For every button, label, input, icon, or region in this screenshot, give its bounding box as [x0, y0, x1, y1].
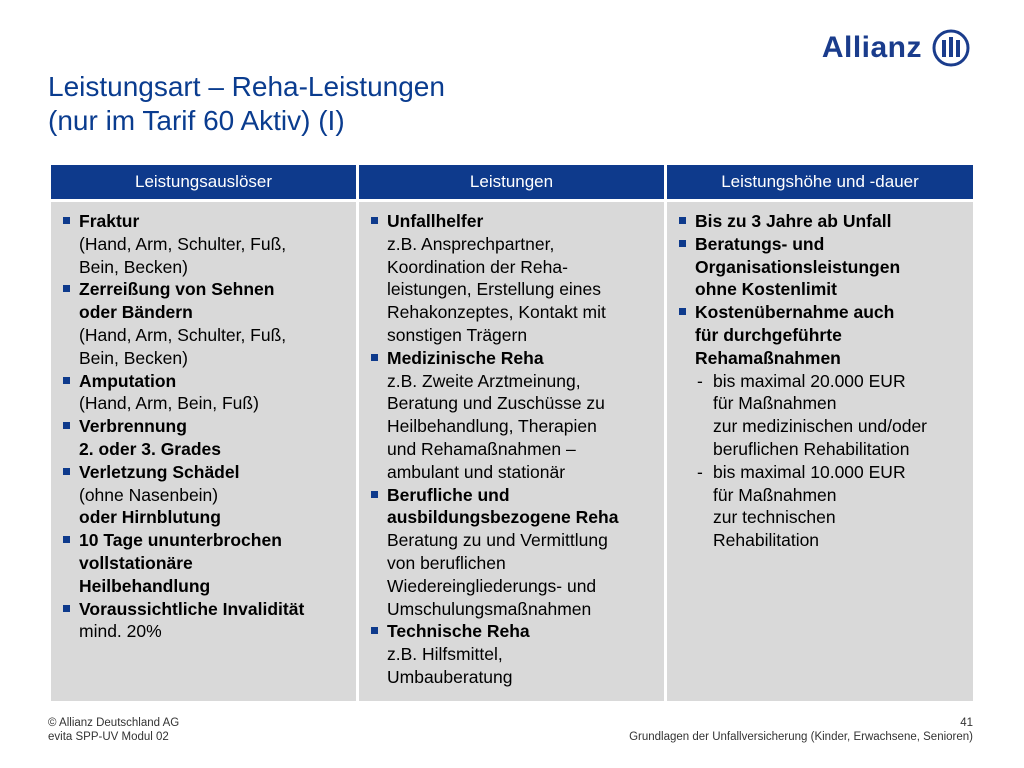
list-item: [677, 210, 965, 233]
item-detail: Beratung zu und Vermittlung von beruflichen Wiedereingliederungs- und Umschulungsmaßnahmen: [387, 530, 608, 619]
item-heading: Voraussichtliche Invalidität: [79, 598, 305, 619]
footer-right: [629, 716, 973, 744]
sub-list-item: [695, 370, 965, 461]
square-bullet-icon: [63, 285, 70, 292]
trigger-list: [61, 210, 348, 643]
list-item: [369, 210, 656, 347]
item-heading: Verletzung Schädel: [79, 461, 240, 482]
page-title-line2: (nur im Tarif 60 Aktiv) (I): [48, 105, 345, 136]
benefits-table: [51, 165, 973, 701]
allianz-logo: [822, 28, 970, 68]
item-heading: Beratungs- und Organisationsleistungen ohne Kostenlimit: [695, 233, 901, 300]
square-bullet-icon: [63, 377, 70, 384]
item-detail: (Hand, Arm, Schulter, Fuß, Bein, Becken): [79, 233, 287, 277]
item-detail: (ohne Nasenbein): [79, 484, 219, 505]
square-bullet-icon: [679, 217, 686, 224]
amount-list: [677, 210, 965, 552]
list-item: [61, 278, 348, 369]
item-detail: z.B. Hilfsmittel, Umbauberatung: [387, 644, 513, 687]
column-amount: [667, 202, 973, 701]
item-heading: Bis zu 3 Jahre ab Unfall: [695, 211, 892, 231]
list-item: [61, 415, 348, 461]
square-bullet-icon: [63, 468, 70, 475]
square-bullet-icon: [371, 627, 378, 634]
item-detail: (Hand, Arm, Bein, Fuß): [79, 393, 259, 414]
square-bullet-icon: [679, 240, 686, 247]
dash-bullet-icon: -: [697, 461, 703, 482]
square-bullet-icon: [63, 605, 70, 612]
list-item: [369, 347, 656, 484]
square-bullet-icon: [371, 491, 378, 498]
footer-left: [48, 716, 179, 744]
item-heading: Zerreißung von Sehnen oder Bändern: [79, 279, 275, 323]
square-bullet-icon: [63, 217, 70, 224]
footer-course: Grundlagen der Unfallversicherung (Kinder, Erwachsene, Senioren): [629, 731, 973, 743]
allianz-eagle-icon: [932, 29, 970, 67]
item-heading: Technische Reha: [387, 621, 530, 642]
list-item: [61, 598, 348, 644]
item-detail: (Hand, Arm, Schulter, Fuß, Bein, Becken): [79, 324, 287, 368]
item-heading: Berufliche und ausbildungsbezogene Reha: [387, 484, 619, 528]
item-heading: Kostenübernahme auch für durchgeführte Rehamaßnahmen: [695, 302, 895, 368]
header-benefits: Leistungen: [359, 165, 664, 199]
item-detail: z.B. Ansprechpartner, Koordination der Reha- leistungen, Erstellung eines Rehakonzeptes, Kontakt mit sonstigen Trägern: [387, 233, 606, 345]
sub-item-text: bis maximal 10.000 EUR für Maßnahmen zur technischen Rehabilitation: [713, 461, 906, 551]
footer-copyright: © Allianz Deutschland AG: [48, 717, 180, 729]
list-item: [677, 301, 965, 552]
list-item: [369, 620, 656, 688]
sub-item-text: bis maximal 20.000 EUR für Maßnahmen zur medizinischen und/oder beruflichen Rehabilitation: [713, 370, 928, 459]
square-bullet-icon: [679, 308, 686, 315]
item-heading: Fraktur: [79, 211, 140, 231]
page-title: [48, 70, 445, 138]
list-item: [677, 233, 965, 301]
list-item: [61, 370, 348, 416]
item-heading: Unfallhelfer: [387, 211, 484, 231]
square-bullet-icon: [371, 354, 378, 361]
item-heading-continued: oder Hirnblutung: [79, 507, 221, 528]
item-heading: Verbrennung 2. oder 3. Grades: [79, 416, 222, 459]
square-bullet-icon: [371, 217, 378, 224]
column-benefits: [359, 202, 664, 701]
item-heading: Amputation: [79, 370, 177, 391]
square-bullet-icon: [63, 536, 70, 543]
page-number: 41: [960, 717, 973, 729]
footer-module: evita SPP-UV Modul 02: [48, 731, 169, 743]
square-bullet-icon: [63, 422, 70, 429]
column-triggers: [51, 202, 356, 701]
brand-name: Allianz: [821, 31, 922, 64]
item-heading: Medizinische Reha: [387, 347, 544, 368]
item-detail: mind. 20%: [79, 621, 162, 642]
sub-list: [695, 370, 965, 552]
list-item: [61, 210, 348, 278]
list-item: [369, 484, 656, 621]
benefit-list: [369, 210, 656, 689]
item-heading: 10 Tage ununterbrochen vollstationäre Heilbehandlung: [79, 530, 282, 596]
list-item: [61, 529, 348, 597]
sub-list-item: [695, 461, 965, 552]
list-item: [61, 461, 348, 529]
dash-bullet-icon: -: [697, 370, 703, 391]
item-detail: z.B. Zweite Arztmeinung, Beratung und Zuschüsse zu Heilbehandlung, Therapien und Rehamaßnahmen – ambulant und stationär: [387, 370, 605, 482]
header-trigger: Leistungsauslöser: [51, 165, 356, 199]
page-title-line1: Leistungsart – Reha-Leistungen: [48, 71, 445, 102]
header-amount-duration: Leistungshöhe und -dauer: [667, 165, 973, 199]
